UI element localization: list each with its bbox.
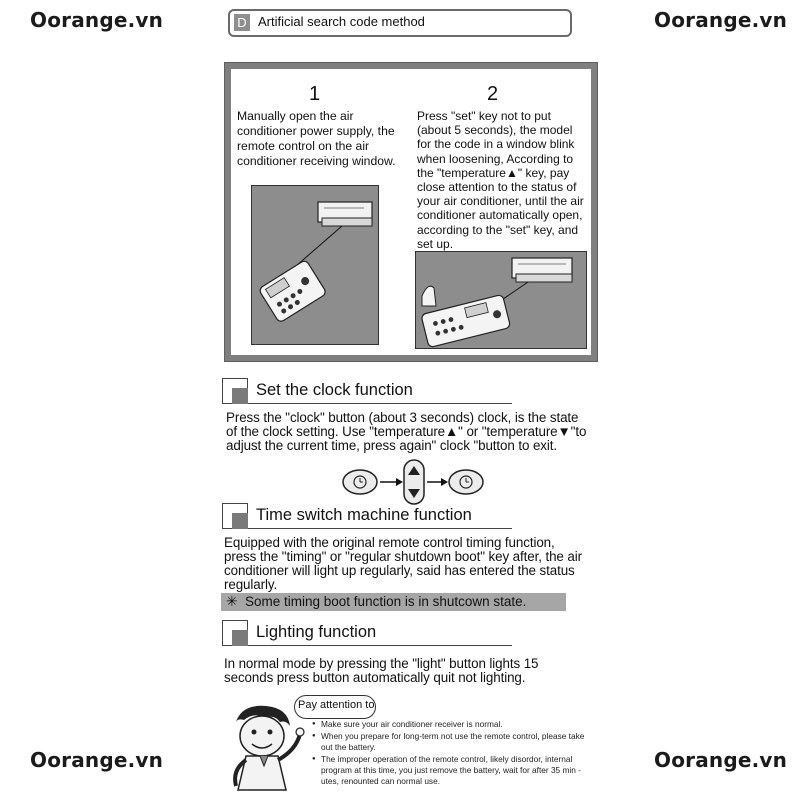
clock-function-title: Set the clock function xyxy=(256,381,413,399)
ac-remote-finger-illustration xyxy=(416,252,586,348)
timer-function-heading xyxy=(222,503,512,529)
attention-list xyxy=(312,719,592,788)
attention-label: Pay attention to xyxy=(298,699,375,711)
timer-function-text: Equipped with the original remote control timing function, press the "timing" or "regular shutdown boot" key after, the air conditioner will light up regularly, said has entered the status regularly. xyxy=(224,535,582,592)
arrow-right-icon xyxy=(380,478,403,486)
arrow-right-icon xyxy=(427,478,448,486)
remote-control-icon xyxy=(258,259,327,323)
asterisk-icon: ✳ xyxy=(226,593,238,609)
temperature-up-down-icon xyxy=(404,460,424,504)
clock-button-diagram xyxy=(340,458,502,506)
step-2-illustration xyxy=(415,251,587,349)
watermark-top-left: Oorange.vn xyxy=(30,8,164,32)
lighting-function-heading xyxy=(222,620,512,646)
attention-item: ● The improper operation of the remote control, likely disordor, internal program at this time, you just remove the battery, wait for after 35 min -utes, renounted can normal use. xyxy=(312,754,592,787)
clock-function-text: Press the "clock" button (about 3 seconds) clock, is the state of the clock setting. Use "temperature▲" or "temperature▼"to adjust the current time, press again" clock "button to exit. xyxy=(226,410,587,453)
cartoon-mascot-icon xyxy=(218,700,308,800)
steps-panel-inner xyxy=(231,69,591,355)
lighting-function-text: In normal mode by pressing the "light" button lights 15 seconds press button automatically quit not lighting. xyxy=(224,656,539,685)
step-1-illustration xyxy=(251,185,379,345)
timer-function-title: Time switch machine function xyxy=(256,506,472,524)
watermark-top-right: Oorange.vn xyxy=(654,8,788,32)
section-title: Artificial search code method xyxy=(258,14,425,29)
section-header xyxy=(228,9,572,37)
ac-remote-illustration xyxy=(252,186,378,344)
section-marker-icon xyxy=(222,620,248,646)
timing-note-bar xyxy=(221,593,566,611)
steps-panel xyxy=(224,62,598,362)
watermark-bottom-left: Oorange.vn xyxy=(30,748,164,772)
attention-bubble xyxy=(294,695,376,719)
step-1-text: Manually open the air conditioner power supply, the remote control on the air conditioner receiving window. xyxy=(237,109,396,168)
clock-face-icon xyxy=(449,470,483,494)
pressing-finger-icon xyxy=(422,286,436,306)
watermark-bottom-right: Oorange.vn xyxy=(654,748,788,772)
section-marker-icon xyxy=(222,378,248,404)
air-conditioner-icon xyxy=(318,202,372,226)
clock-function-heading xyxy=(222,378,512,404)
step-2-number: 2 xyxy=(487,83,499,105)
attention-item: ● Make sure your air conditioner receiver is normal. xyxy=(312,719,592,730)
clock-button-icon xyxy=(343,470,377,494)
step-2-text: Press "set" key not to put (about 5 seconds), the model for the code in a window blink when loosening, According to the "temperature▲" key, pay close attention to the status of your air conditioner, until the air conditioner automatically open, according to the "set" key, and set up. xyxy=(417,109,584,251)
air-conditioner-icon xyxy=(512,258,572,282)
attention-item: ● When you prepare for long-term not use the remote control, please take out the battery. xyxy=(312,731,592,753)
step-1-number: 1 xyxy=(309,83,321,105)
timing-note-text: Some timing boot function is in shutcown state. xyxy=(245,594,527,609)
section-badge: D xyxy=(234,14,250,31)
section-marker-icon xyxy=(222,503,248,529)
lighting-function-title: Lighting function xyxy=(256,623,377,641)
